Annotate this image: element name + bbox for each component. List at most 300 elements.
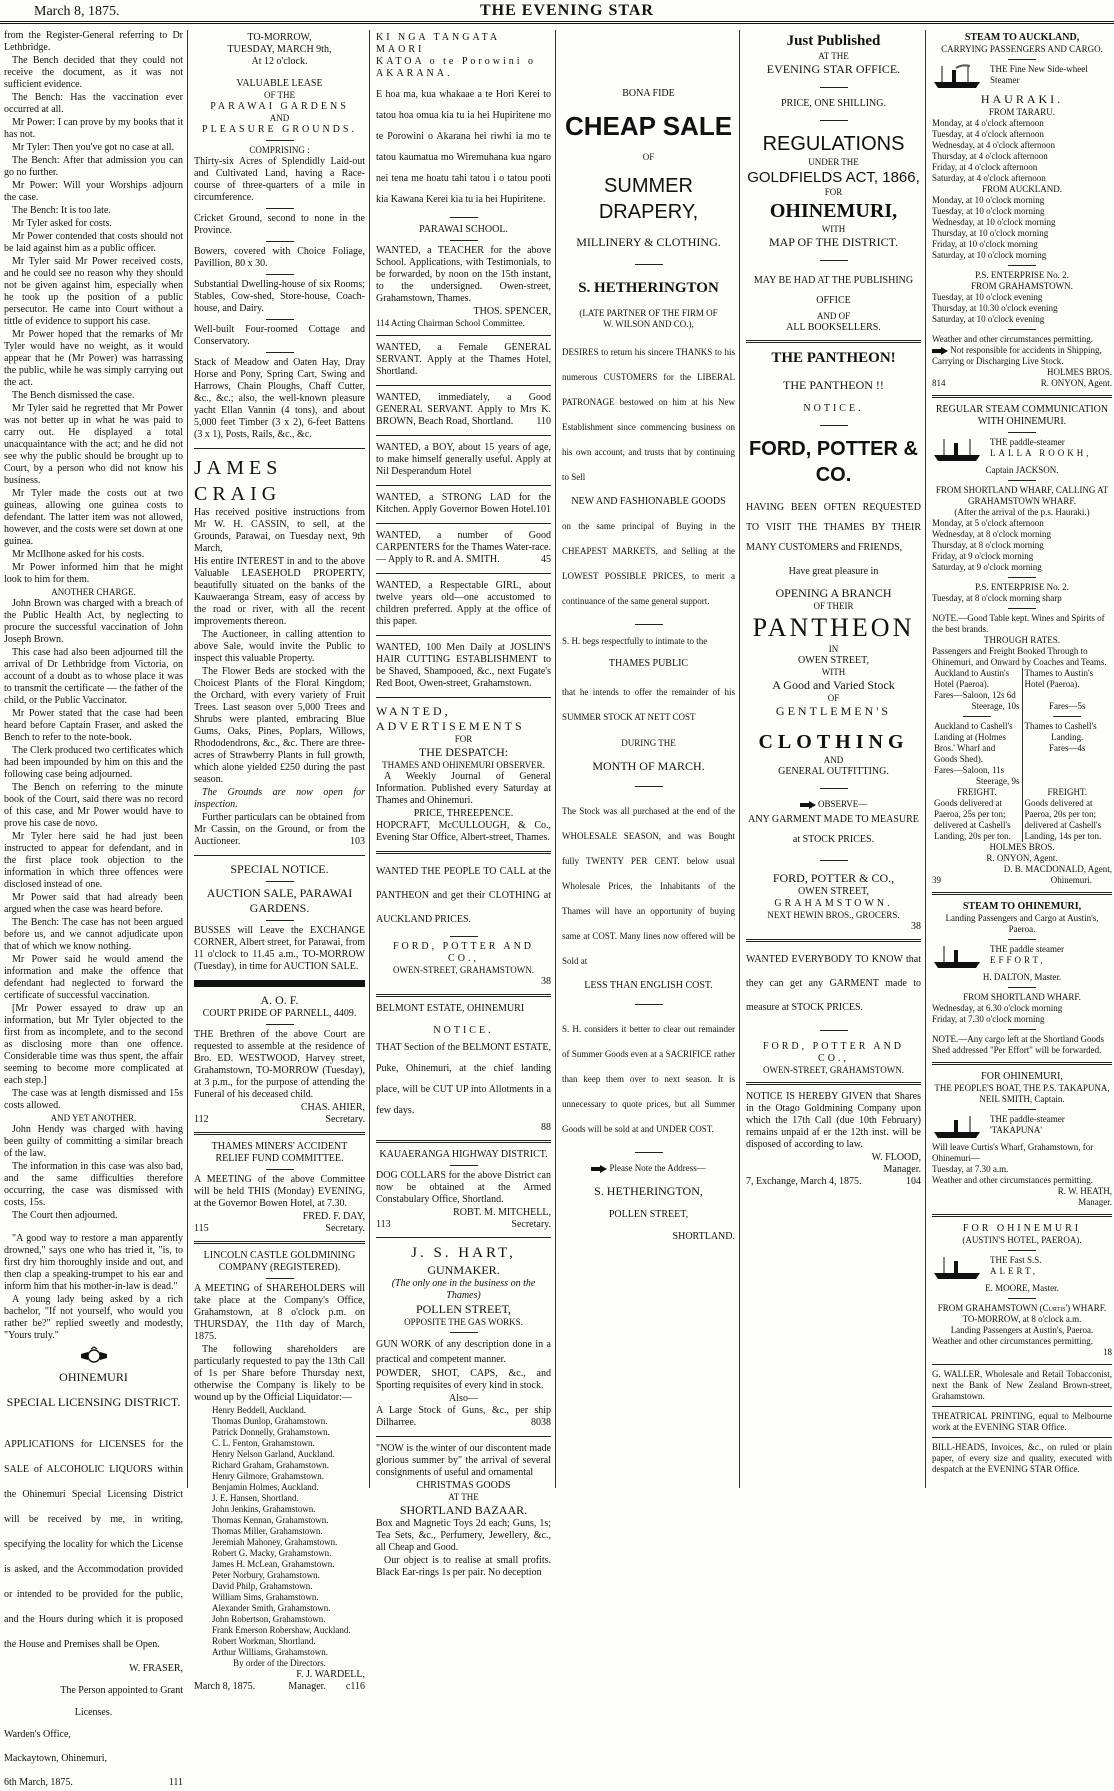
signer-name: F. J. WARDELL,: [296, 1669, 365, 1680]
ad-body: His entire INTEREST in and to the above Valuable LEASEHOLD PROPERTY, beautifully situated on the banks of the Kauwaeranga Stream, easy of access by the road or river, with all the recent improvements thereon.: [194, 556, 365, 627]
effort-ad: [932, 899, 1112, 1058]
ad-line: AND: [269, 113, 290, 123]
lease-item: Cricket Ground, second to none in the Province.: [194, 213, 365, 236]
schedule-row: Saturday, at 9 o'clock morning: [932, 562, 1042, 572]
ad-title: VALUABLE LEASE: [236, 78, 323, 89]
ad-body: BUSSES will Leave the EXCHANGE CORNER, Albert street, for Parawai, from 11 o'clock to 11.45 a.m., TO-MORROW (Tuesday), in time for AUCTION SALE.: [194, 925, 365, 972]
ad-number: 88: [541, 1122, 551, 1133]
ad-title: WANTED, ADVERTISEMENTS: [376, 704, 525, 733]
ad-body: S. H. considers it better to clear out remainder of Summer Goods even at a SACRIFICE rather than keep them over to next season. It is unnecessary to quote prices, but all Summer Goods will be sold at and UNDER COST.: [562, 1024, 735, 1134]
list-item: James H. McLean, Grahamstown.: [212, 1559, 335, 1569]
ad-subtitle: NOTICE.: [803, 403, 864, 414]
steamship-icon: [932, 1255, 984, 1281]
everybody-ad: [746, 946, 921, 1078]
wanted-ad: [376, 440, 551, 481]
signer-name: ROBT. M. MITCHELL,: [453, 1207, 551, 1218]
merchant-signature: S. HETHERINGTON,: [594, 1184, 703, 1198]
ad-line: NEIL SMITH, Captain.: [979, 1094, 1065, 1104]
ad-body: "NOW is the winter of our discontent made glorious summer by" the arrival of several consignments of useful and ornamental: [376, 1443, 551, 1478]
schedule-row: Thursday, at 4 o'clock afternoon: [932, 151, 1048, 161]
otago-share-notice: [746, 1089, 921, 1190]
ad-line: FOR: [824, 187, 843, 197]
ad-title: OHINEMURI,: [769, 200, 898, 222]
fare-row: Goods delivered at Paeroa, 25s per ton; delivered at Cashell's Landing, 20s per ton.: [934, 798, 1011, 841]
ad-body: WANTED, a TEACHER for the above School. Applications, with Testimonials, to be forwarded, by noon on the 15th instant, to the undersigned. Owen-street, Grahamstown, Thames.: [376, 245, 551, 304]
belmont-notice: [376, 1001, 551, 1136]
ad-line: E. MOORE, Master.: [985, 1283, 1059, 1293]
wanted-ad: [376, 340, 551, 381]
craig-auction-ad: [194, 453, 365, 851]
ad-headline: FORD, POTTER & CO.: [749, 438, 918, 486]
ad-line: At 12 o'clock.: [251, 56, 308, 67]
schedule-row: Saturday, at 10 o'clock morning: [932, 250, 1047, 260]
ad-headline: PANTHEON: [752, 613, 915, 642]
signer-name: FRED. F. DAY,: [302, 1211, 365, 1222]
ad-line: FROM GRAHAMSTOWN.: [971, 281, 1073, 291]
court-paragraph: Mr Tyler here said he had just been instructed to appear for defendant, and in the first place took objection to the information in which three offences were disclosed instead of one.: [4, 831, 183, 890]
ad-title: PLEASURE GROUNDS.: [202, 124, 357, 135]
wanted-ad: [376, 640, 551, 693]
ad-line: FROM SHORTLAND WHARF, CALLING AT GRAHAMSTOWN WHARF.: [935, 485, 1109, 506]
court-paragraph: The Bench: It is too late.: [12, 205, 111, 216]
signer-role: Manager.: [883, 1164, 921, 1175]
schedule-row: Tuesday, at 10 o'clock evening: [932, 292, 1043, 302]
ad-line: Not responsible for accidents in Shipping, Carrying or Discharging Live Stock.: [932, 345, 1102, 366]
ad-line: TUESDAY, MARCH 9th,: [227, 44, 332, 55]
steamship-icon: [932, 1114, 984, 1140]
schedule-row: Friday, at 7.30 o'clock morning: [932, 1014, 1045, 1024]
fare-row: Fares—Saloon, 11s: [934, 765, 1005, 775]
auctioneer-name: JAMES CRAIG: [194, 457, 283, 505]
lease-item: Stack of Meadow and Oaten Hay, Dray Horse and Pony, Spring Cart, Swing and Harrows, Chain Ploughs, Chaff Cutter, &c., &c.; also, the well-known pleasure yacht Ellan Vannin (4 tons), and about 5,000 feet Timber (3 x 2), 6-feet Battens (3 x 1), Posts, Rails, &c., &c.: [194, 357, 365, 440]
wanted-ad: [376, 490, 551, 519]
waller-ad: G. WALLER, Wholesale and Retail Tobacconist, next the Bank of New Zealand Brown-street, Grahamstown.: [932, 1369, 1112, 1401]
signer-name: W. FRASER,: [129, 1663, 183, 1674]
fare-row: Thames to Cashell's: [1024, 721, 1097, 731]
signer-name: W. FLOOD,: [871, 1152, 921, 1163]
ad-subtitle: COURT PRIDE OF PARNELL, 4409.: [202, 1008, 357, 1019]
takapuna-ad: [932, 1069, 1112, 1210]
list-item: Patrick Donnelly, Grahamstown.: [212, 1427, 330, 1437]
list-item: David Philp, Grahamstown.: [212, 1581, 313, 1591]
schedule-row: TO-MORROW, at 8 o'clock a.m.: [962, 1314, 1082, 1324]
despatch-ad: [376, 702, 551, 847]
lincoln-castle-notice: [194, 1248, 365, 1695]
ad-line: CHRISTMAS GOODS: [416, 1480, 511, 1491]
ad-title: SUMMER DRAPERY,: [598, 175, 699, 223]
ad-subtitle: (AUSTIN'S HOTEL, PAEROA).: [962, 1235, 1082, 1245]
signer-name: THOS. SPENCER,: [473, 306, 551, 317]
ad-title: STEAM TO OHINEMURI,: [962, 901, 1082, 912]
court-report-1: [4, 30, 183, 586]
list-item: Jeremiah Mahoney, Grahamstown.: [212, 1537, 338, 1547]
ad-line: TO-MORROW,: [247, 32, 312, 43]
ad-line: OWEN-STREET, GRAHAMSTOWN.: [763, 1065, 904, 1075]
court-paragraph: The Bench on referring to the minute book of the Court, said there was no record of this case, and Mr Power would have to prove his case de novo.: [4, 782, 183, 829]
ad-body: Our object is to realise at small profits. Black Ear-rings 1s per pair. No deception: [376, 1555, 551, 1578]
ad-body: The Grounds are now open for inspection.: [194, 787, 365, 810]
ad-line: THE paddle-steamer: [990, 1114, 1065, 1124]
ad-body: that he intends to offer the remainder of his SUMMER STOCK AT NETT COST: [562, 687, 735, 722]
special-notice-ad: [194, 860, 365, 976]
ad-line: FOR: [454, 734, 473, 744]
bazaar-ad: [376, 1441, 551, 1582]
list-item: Thomas Miller, Grahamstown.: [212, 1526, 323, 1536]
ad-title: SHORTLAND BAZAAR.: [399, 1503, 528, 1517]
ad-footer: 814 R. ONYON, Agent.: [932, 378, 1112, 388]
ad-line: AND: [823, 755, 844, 765]
freight-right: [1022, 787, 1113, 842]
fare-row: Auckland to Austin's Hotel (Paeroa).: [934, 668, 1010, 689]
signer-name: R. ONYON, Agent.: [986, 853, 1058, 863]
freight-table: [932, 787, 1112, 842]
ad-body: THAT Section of the BELMONT ESTATE, Puke, Ohinemuri, at the chief landing place, will be CUT UP into Allotments in a few days.: [376, 1042, 551, 1116]
fare-row: FREIGHT.: [956, 787, 997, 797]
fare-row: FREIGHT.: [1047, 787, 1088, 797]
ad-body: GUN WORK of any description done in a practical and competent manner.: [376, 1339, 551, 1365]
list-item: Benjamin Holmes, Auckland.: [212, 1482, 319, 1492]
anecdote: "A good way to restore a man apparently drowned," says one who has tried it, "is, to first dry him thoroughly inside and out, and then clap a speaking-trumpet to his ear and inform him that his mother-in-law is dead.": [4, 1233, 183, 1292]
court-paragraph: Mr Tyler asked for costs.: [12, 218, 112, 229]
court-paragraph: Mr Tyler made the costs out at two guineas, allowing one guinea costs to defendant. The latter item was not allowed, however, and the costs were set down at one guinea.: [4, 488, 183, 547]
steamship-icon: [932, 64, 984, 90]
newspaper-title: THE EVENING STAR: [480, 2, 654, 19]
ad-line: OBSERVE—: [746, 799, 921, 810]
ad-body: WANTED, immediately, a Good GENERAL SERVANT. Apply to Mrs K. BROWN, Beach Road, Shortland. 110: [376, 392, 551, 427]
schedule-row: Wednesday, at 4 o'clock afternoon: [932, 140, 1056, 150]
schedule-row: Wednesday, at 10 o'clock morning: [932, 217, 1056, 227]
signer-name: HOLMES BROS.: [1046, 367, 1112, 377]
signer-role: The Person appointed to Grant: [60, 1685, 183, 1696]
signer-name: HOLMES BROS.: [989, 842, 1055, 852]
ad-body: WANTED EVERYBODY TO KNOW that they can get any GARMENT made to measure at STOCK PRICES.: [746, 954, 921, 1013]
ad-body: Has received positive instructions from Mr W. H. CASSIN, to sell, at the Grounds, Parawai, on Tuesday next, 9th March,: [194, 507, 365, 554]
ad-body: A Large Stock of Guns, &c., per ship Dilharree. 8038: [376, 1405, 551, 1428]
list-item: John Robertson, Grahamstown.: [212, 1614, 326, 1624]
ad-line: OF THEIR: [813, 601, 854, 611]
issue-date: March 8, 1875.: [34, 4, 120, 19]
ad-title: OPENING A BRANCH: [775, 586, 892, 600]
ad-line: NEW AND FASHIONABLE GOODS: [571, 496, 726, 507]
court-paragraph: Mr Power informed him that he might look to him for them.: [4, 562, 183, 585]
ad-title: BELMONT ESTATE, OHINEMURI: [376, 1003, 525, 1014]
lease-item: Well-built Four-roomed Cottage and Conservatory.: [194, 324, 365, 347]
ad-line: FROM TARARU.: [988, 107, 1056, 117]
list-item: Thomas Kennan, Grahamstown.: [212, 1515, 329, 1525]
column-1: [4, 30, 188, 1788]
alert-ad: [932, 1221, 1112, 1360]
ad-body: WANTED, a STRONG LAD for the Kitchen. Apply Governor Bowen Hotel. 101: [376, 492, 551, 515]
ad-line: MAY BE HAD AT THE PUBLISHING OFFICE: [753, 275, 914, 306]
ad-body: The Auctioneer, in calling attention to above Sale, would invite the Public to inspect this valuable Property.: [194, 629, 365, 664]
ad-footer: 113 Secretary.: [376, 1219, 551, 1230]
ad-line: COMPRISING :: [249, 145, 310, 155]
list-item: Arthur Williams, Grahamstown.: [212, 1647, 328, 1657]
lease-auction-ad: [194, 30, 365, 444]
court-paragraph: The Bench dismissed the case.: [12, 390, 135, 401]
ship-name: HAURAKI.: [980, 92, 1064, 106]
schedule-row: Friday, at 9 o'clock morning: [932, 551, 1034, 561]
fare-row: Steerage, 10s: [971, 701, 1020, 711]
pantheon-wanted-ad: [376, 858, 551, 990]
ad-title: REGULAR STEAM COMMUNICATION WITH OHINEMURI.: [935, 404, 1109, 427]
list-item: Robert G. Macky, Grahamstown.: [212, 1548, 332, 1558]
ad-subtitle: NOTICE.: [433, 1025, 494, 1036]
miners-notice-ad: [194, 1139, 365, 1237]
schedule-row: Tuesday, at 8 o'clock morning sharp: [932, 593, 1062, 603]
ad-title: EVENING STAR OFFICE.: [766, 62, 901, 76]
ad-footer: 112 Secretary.: [194, 1114, 365, 1125]
court-paragraph: The Bench: Has the vaccination ever occurred at all.: [4, 92, 183, 115]
ad-line: OF: [642, 152, 655, 162]
gunmaker-ad: [376, 1242, 551, 1432]
section-heading: ANOTHER CHARGE.: [51, 587, 136, 597]
court-paragraph: The Bench: The case has not been argued before us, and we cannot adjudicate upon that of which we know nothing.: [4, 917, 183, 952]
signer-role: Manager.: [1078, 1197, 1112, 1207]
ad-line: THE paddle-steamer: [990, 437, 1065, 447]
highway-notice: [376, 1147, 551, 1233]
ad-title: FOR OHINEMURI,: [981, 1071, 1063, 1082]
ad-line: NOTE.—Any cargo left at the Shortland Goods Shed addressed "Per Effort" will be forwarded.: [932, 1034, 1105, 1055]
schedule-row: Tuesday, at 4 o'clock afternoon: [932, 129, 1044, 139]
ad-line: NEXT HEWIN BROS., GROCERS.: [767, 910, 900, 920]
court-paragraph: Mr Power: Will your Worships adjourn the case.: [4, 180, 183, 203]
fare-row: Steerage, 9s: [976, 776, 1020, 786]
ad-line: AT THE: [448, 1492, 479, 1502]
ad-line: OF: [827, 693, 840, 703]
ad-line: H. DALTON, Master.: [982, 972, 1062, 982]
ad-body: S. H. begs respectfully to intimate to the: [562, 636, 708, 646]
ad-title: KI NGA TANGATA MAORI: [376, 32, 500, 55]
ad-line: THE Fast S.S.: [990, 1255, 1042, 1265]
lease-item: Thirty-six Acres of Splendidly Laid-out and Cultivated Land, having a Race-course of three-quarters of a mile in circumference.: [194, 156, 365, 203]
ad-line: WITH: [821, 224, 846, 234]
maori-notice: [376, 30, 551, 213]
office-line: Warden's Office,: [4, 1729, 71, 1740]
royal-crest-icon: [79, 1346, 109, 1364]
ad-line: Have great pleasure in: [788, 566, 879, 577]
wanted-ad: [376, 528, 551, 569]
column-5: [742, 30, 926, 1488]
ad-line: GENERAL OUTFITTING.: [778, 766, 889, 777]
ad-line: WITH: [821, 667, 846, 677]
hetherington-ad: [562, 30, 735, 1245]
ad-title: GOLDFIELDS ACT, 1866,: [747, 169, 920, 186]
schedule-row: Saturday, at 10 o'clock evening: [932, 314, 1045, 324]
ad-line: DURING THE: [621, 738, 676, 748]
fares-right: [1022, 668, 1113, 787]
regulations-ad: [746, 30, 921, 336]
ad-headline: CLOTHING: [758, 731, 909, 753]
ad-line: A Good and Varied Stock: [772, 678, 895, 692]
ad-line: IN: [828, 644, 839, 654]
ad-line: OPPOSITE THE GAS WORKS.: [404, 1317, 523, 1327]
ad-footer: March 8, 1875. c116 Manager.: [194, 1681, 365, 1692]
ad-subtitle: AUCTION SALE, PARAWAI GARDENS.: [206, 886, 353, 915]
freight-left: [932, 787, 1022, 842]
schedule-row: Monday, at 10 o'clock morning: [932, 195, 1045, 205]
schedule-row: Tuesday, at 10 o'clock morning: [932, 206, 1045, 216]
court-paragraph: John Hendy was charged with having been guilty of committing a similar breach of the law.: [4, 1124, 183, 1159]
ad-line: Weather and other circumstances permitting.: [932, 1336, 1093, 1346]
ad-line: AND OF: [816, 311, 851, 321]
court-paragraph: The Bench: After that admission you can go no further.: [4, 155, 183, 178]
ad-body: Box and Magnetic Toys 2d each; Guns, 1s; Tea Sets, &c., Perfumery, Jewellery, &c., all Cheap and Good.: [376, 1518, 551, 1553]
ad-subtitle: THROUGH RATES.: [983, 635, 1060, 645]
list-item: William Sims, Grahamstown.: [212, 1592, 319, 1602]
ad-title: PARAWAI SCHOOL.: [419, 224, 508, 235]
signer-role: Licenses.: [74, 1707, 113, 1718]
ad-footer: 7, Exchange, March 4, 1875. 104: [746, 1176, 921, 1187]
ad-title: THAMES MINERS' ACCIDENT RELIEF FUND COMMITTEE.: [211, 1141, 348, 1164]
ad-line: THAMES AND OHINEMURI OBSERVER.: [382, 760, 545, 770]
ship-name: EFFORT,: [990, 955, 1046, 965]
ad-title: THE PANTHEON !!: [783, 378, 884, 392]
ship-name: 'TAKAPUNA': [990, 1125, 1043, 1135]
ad-footer: 115 Secretary.: [194, 1223, 365, 1234]
court-paragraph: The Court then adjourned.: [12, 1210, 118, 1221]
court-paragraph: Mr Power hoped that the remarks of Mr Tyler would have no weight, as it would appear that he (Mr Power) was harrassing the public, while he was simply carrying out the act.: [4, 329, 183, 388]
ad-body: THE Brethren of the above Court are requested to assemble at the residence of Bro. ED. WESTWOOD, Harvey street, Grahamstown, TO-MORROW (Tuesday), at 3 p.m., for the purpose of attending the Funeral of his deceased child.: [194, 1029, 365, 1100]
court-paragraph: The information in this case was also bad, and the same difficulties therefore occurring, the case was dismissed with costs, 15s.: [4, 1161, 183, 1208]
court-paragraph: Mr Power said he would amend the information and make the offence that defendant had neglected to forward the certificate of successful vaccination.: [4, 954, 183, 1001]
ad-line: Will leave Curtis's Wharf, Grahamstown, for Ohinemuri—: [932, 1142, 1094, 1163]
schedule-row: Monday, at 5 o'clock afternoon: [932, 518, 1044, 528]
steamship-icon: [932, 437, 984, 463]
list-item: J. E. Hansen, Shortland.: [212, 1493, 299, 1503]
column-2: [190, 30, 370, 1692]
notice-title: OHINEMURI: [59, 1370, 128, 1384]
schedule-row: Saturday, at 4 o'clock afternoon: [932, 173, 1046, 183]
aof-notice-ad: [194, 991, 365, 1128]
list-item: C. L. Fenton, Grahamstown.: [212, 1438, 315, 1448]
ad-body: on the same principal of Buying in the CHEAPEST MARKETS, and Selling at the LOWEST POSSIBLE PRICES, to merit a continuance of the same general support.: [562, 521, 735, 606]
ad-body: WANTED, 100 Men Daily at JOSLIN'S HAIR CUTTING ESTABLISHMENT to be Shaved, Shampooed, &c., next Fugate's Red Boot, Owen-street, Grahamstown.: [376, 642, 551, 689]
ad-body: The following shareholders are particularly requested to pay the 13th Call of 1s per Share before Thursday next, otherwise the Company is likely to be wound up by the Official Liquidator:—: [194, 1344, 365, 1403]
ad-line: (After the arrival of the p.s. Hauraki.): [954, 507, 1090, 517]
steam-auckland-ad: [932, 30, 1112, 391]
fares-table: [932, 668, 1112, 787]
court-paragraph: from the Register-General referring to Dr Lethbridge.: [4, 30, 183, 53]
office-line: Mackaytown, Ohinemuri,: [4, 1753, 108, 1764]
ad-line: (The only one in the business on the Thames): [391, 1278, 536, 1301]
signer-name: FORD, POTTER AND CO.,: [762, 1041, 905, 1064]
ad-line: FROM AUCKLAND.: [981, 184, 1062, 194]
fare-row: Fares—5s: [1049, 701, 1086, 711]
ad-title: FORD, POTTER & CO.,: [772, 871, 895, 885]
court-paragraph: This case had also been adjourned till the arrival of Dr Lethbridge from Victoria, on account of a doubt as to whose place it was to transmit the certificate — the father of the child, or the Public Vaccinator.: [4, 647, 183, 706]
ad-line: By order of the Directors.: [233, 1658, 326, 1668]
ad-body: DESIRES to return his sincere THANKS to his numerous CUSTOMERS for the LIBERAL PATRONAGE bestowed on him at his New Establishment since commencing business on his own account, and trusts that by continuing to Sell: [562, 347, 735, 482]
schedule-row: Wednesday, at 8 o'clock morning: [932, 529, 1052, 539]
masthead: [0, 0, 1114, 24]
list-item: Henry Gilmore, Grahamstown.: [212, 1471, 324, 1481]
ad-number: 38: [541, 976, 551, 987]
ad-body: A MEETING of SHAREHOLDERS will take place at the Company's Office, Grahamstown, at 8 o'clock p.m. on THURSDAY, the 11th day of March, 1875.: [194, 1283, 365, 1342]
ad-line: MONTH OF MARCH.: [592, 759, 705, 773]
ad-title: THE DESPATCH:: [418, 745, 509, 759]
schedule-row: Thursday, at 10.30 o'clock evening: [932, 303, 1058, 313]
notice-body: APPLICATIONS for LICENSES for the SALE of ALCOHOLIC LIQUORS within the Ohinemuri Special Licensing District will be received by me, in writing, specifying the locality for which the License is asked, and the Accommodation provided or intended to be provided for the public, and the Hours during which it is proposed the House and Premises shall be Open.: [4, 1439, 183, 1650]
ad-line: PRICE, THREEPENCE.: [413, 808, 514, 819]
ad-line: BONA FIDE: [622, 88, 675, 99]
signer-name: FORD, POTTER AND CO.,: [392, 941, 535, 964]
court-paragraph: Mr McIlhone asked for his costs.: [12, 549, 145, 560]
list-item: Robert Workman, Shortland.: [212, 1636, 316, 1646]
school-notice: [376, 222, 551, 331]
court-paragraph: Mr Power said that had already been argued when the case was heard before.: [4, 892, 183, 915]
ad-number: 18: [1103, 1347, 1112, 1357]
ad-title: LINCOLN CASTLE GOLDMINING COMPANY (REGISTERED).: [203, 1250, 356, 1273]
pantheon-ad: [746, 347, 921, 935]
ad-line: P.S. ENTERPRISE No. 2.: [975, 270, 1069, 280]
schedule-row: Wednesday, at 6.30 o'clock morning: [932, 1003, 1063, 1013]
ad-title: MILLINERY & CLOTHING.: [576, 235, 721, 249]
list-item: Alexander Smith, Grahamstown.: [212, 1603, 331, 1613]
ad-subtitle: Landing Passengers and Cargo at Austin's, Paeroa.: [945, 913, 1099, 934]
ad-line: Weather and other circumstances permitting.: [932, 334, 1093, 344]
court-paragraph: Mr Tyler: Then you've got no case at all.: [12, 142, 175, 153]
ad-line: Passengers and Freight Booked Through to Ohinemuri, and Onward by Coaches and Teams.: [932, 646, 1107, 667]
column-3: [372, 30, 556, 1578]
ad-line: OWEN STREET,: [798, 655, 869, 666]
anecdote: A young lady being asked by a rich bachelor, "If not yourself, who would you rather be?" replied sweetly and modestly, "Yours truly.": [4, 1294, 183, 1341]
pointing-hand-icon: [800, 801, 816, 809]
ad-subtitle: THE PEOPLE'S BOAT, THE P.S. TAKAPUNA,: [934, 1083, 1110, 1093]
ad-line: Also—: [449, 1393, 478, 1404]
ad-line: POLLEN STREET,: [415, 1302, 512, 1316]
list-item: Frank Emerson Robershaw, Auckland.: [212, 1625, 351, 1635]
office-line: 6th March, 1875. 111: [4, 1777, 183, 1788]
ad-headline: REGULATIONS: [762, 133, 905, 155]
ad-line: Weather and other circumstances permitting.: [932, 1175, 1093, 1185]
ad-line: SHORTLAND.: [672, 1231, 735, 1242]
ad-line: FROM GRAHAMSTOWN (Curtis') WHARF.: [937, 1303, 1107, 1313]
ad-line: LESS THAN ENGLISH COST.: [584, 980, 713, 991]
lease-item: Bowers, covered with Choice Foliage, Pavillion, 80 x 30.: [194, 246, 365, 269]
pointing-hand-icon: [591, 1165, 607, 1173]
ad-title: STEAM TO AUCKLAND,: [964, 32, 1080, 43]
fare-row: Thames to Austin's Hotel (Paeroa).: [1024, 668, 1094, 689]
list-item: Peter Norbury, Grahamstown.: [212, 1570, 320, 1580]
ad-headline: CHEAP SALE: [564, 111, 733, 141]
signer-name: CHAS. AHIER,: [300, 1102, 365, 1113]
schedule-row: Thursday, at 8 o'clock morning: [932, 540, 1044, 550]
ad-line: (LATE PARTNER OF THE FIRM OF: [579, 308, 718, 318]
ad-body: The Stock was all purchased at the end of the WHOLESALE SEASON, and was Bought fully TWENTY PER CENT. below usual Wholesale Prices, the Inhabitants of the Thames will have an opportunity of buying same at COST. Many lines now offered will be Sold at: [562, 806, 735, 966]
ad-title: Just Published: [786, 33, 881, 49]
ad-line: PRICE, ONE SHILLING.: [781, 98, 886, 109]
ad-line: OWEN STREET,: [798, 886, 869, 897]
ad-title: PARAWAI GARDENS: [210, 101, 349, 112]
court-paragraph: The case was at length dismissed and 15s costs allowed.: [4, 1088, 183, 1111]
ad-body: E hoa ma, kua whakaae a te Hori Kerei to tatou hoa omua kia tu ia hei Hupiritene mo te Porowini o Akarana hei riwhi ia mo te tatou kaumatua mo Wiremuhana kua ngaro nei tena me hoatu tahi tatou i o tatou pooti kia Kawana Kerei kia tu ia hei Hupiritene.: [376, 89, 551, 205]
ad-body: HAVING BEEN OFTEN REQUESTED TO VISIT THE THAMES BY THEIR MANY CUSTOMERS and FRIENDS,: [746, 502, 921, 553]
fare-row: Fares—4s: [1049, 743, 1086, 753]
ad-line: Please Note the Address—: [562, 1163, 735, 1174]
ad-line: OWEN-STREET, GRAHAMSTOWN.: [393, 965, 534, 975]
fare-row: Auckland to Cashell's Landing at (Holmes Bros.' Wharf and Goods Shed).: [934, 721, 1013, 764]
ad-line: Landing Passengers at Austin's, Paeroa.: [950, 1325, 1094, 1335]
fare-row: Fares—Saloon, 12s 6d: [934, 690, 1016, 700]
court-paragraph: Mr Tyler said he regretted that Mr Power was not better up in what he was paid to carry out. He displayed a total unacquaintance with the act; and he did not see why the public should be brought up to Court, by a person who did not know his business.: [4, 403, 183, 486]
ad-title: A. O. F.: [260, 993, 299, 1007]
court-paragraph: Mr Power contended that costs should not be laid against him as a public officer.: [4, 231, 183, 254]
ad-body: WANTED, a BOY, about 15 years of age, to make himself generally useful. Apply at Nil Desperandum Hotel: [376, 442, 551, 477]
ad-line: ANY GARMENT MADE TO MEASURE at STOCK PRICES.: [748, 814, 919, 845]
list-item: Henry Beddell, Auckland.: [212, 1405, 306, 1415]
ad-body: DOG COLLARS for the above District can now be obtained at the Armed Constabulary Office, Shortland.: [376, 1170, 551, 1205]
